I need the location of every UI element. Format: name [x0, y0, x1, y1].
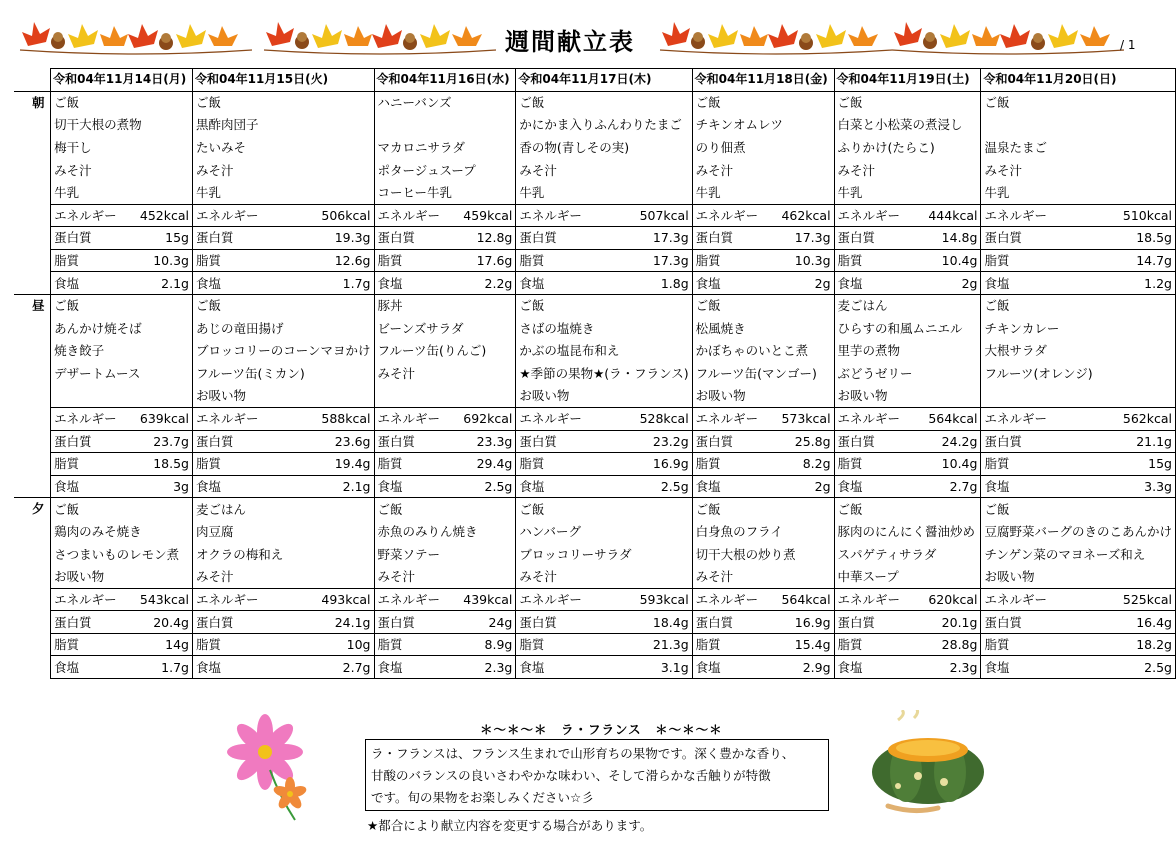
nutrient-label: 食塩 [516, 272, 629, 295]
dish-cell [981, 114, 1176, 137]
dish-cell: ご飯 [192, 91, 374, 114]
nutrient-label: 脂質 [981, 633, 1106, 656]
nutrient-label: エネルギー [192, 588, 309, 611]
nutrient-value: 543kcal [137, 588, 193, 611]
nutrient-label: 脂質 [192, 633, 309, 656]
dish-cell: 牛乳 [692, 181, 834, 204]
dish-cell: 梅干し [51, 136, 193, 159]
dish-cell: ご飯 [692, 294, 834, 317]
nutrient-value: 593kcal [629, 588, 692, 611]
nutrient-label: 脂質 [374, 633, 460, 656]
nutrient-label: エネルギー [834, 588, 925, 611]
dish-cell: ご飯 [192, 294, 374, 317]
nutrient-value: 8.9g [460, 633, 516, 656]
info-line: です。旬の果物をお楽しみください☆彡 [371, 790, 594, 805]
nutrient-value: 3.3g [1106, 475, 1176, 498]
nutrient-label: 蛋白質 [374, 430, 460, 453]
dish-cell: 肉豆腐 [192, 520, 374, 543]
nutrient-value: 17.6g [460, 249, 516, 272]
nutrient-value: 444kcal [925, 204, 981, 227]
nutrient-value: 459kcal [460, 204, 516, 227]
nutrient-label: 蛋白質 [51, 227, 137, 250]
dish-cell [374, 385, 516, 408]
nutrient-label: エネルギー [51, 588, 137, 611]
dish-cell: フルーツ缶(マンゴー) [692, 362, 834, 385]
nutrient-label: 脂質 [51, 453, 137, 476]
dish-cell: ふりかけ(たらこ) [834, 136, 981, 159]
nutrient-label: 脂質 [834, 633, 925, 656]
dish-cell: お吸い物 [981, 566, 1176, 589]
header [0, 8, 1176, 64]
nutrient-value: 1.7g [309, 272, 374, 295]
nutrient-value: 16.4g [1106, 611, 1176, 634]
dish-cell: ご飯 [692, 498, 834, 521]
dish-cell: みそ汁 [516, 159, 692, 182]
dish-cell: ブロッコリーサラダ [516, 543, 692, 566]
dish-cell: 牛乳 [981, 181, 1176, 204]
dish-cell [981, 385, 1176, 408]
dish-cell: ぶどうゼリー [834, 362, 981, 385]
nutrient-label: 食塩 [51, 656, 137, 679]
nutrient-value: 23.6g [309, 430, 374, 453]
day-header: 令和04年11月16日(水) [374, 69, 516, 92]
nutrient-label: 食塩 [834, 656, 925, 679]
dish-cell: ポタージュスープ [374, 159, 516, 182]
dish-cell: お吸い物 [692, 385, 834, 408]
nutrient-label: 脂質 [981, 249, 1106, 272]
dish-cell: 切干大根の炒り煮 [692, 543, 834, 566]
day-header: 令和04年11月15日(火) [192, 69, 374, 92]
nutrient-label: 蛋白質 [516, 430, 629, 453]
dish-cell: ご飯 [51, 294, 193, 317]
nutrient-value: 23.3g [460, 430, 516, 453]
nutrient-value: 2g [778, 475, 834, 498]
dish-cell: 香の物(青しその実) [516, 136, 692, 159]
nutrient-value: 19.3g [309, 227, 374, 250]
meal-label: 朝 [14, 91, 51, 294]
dish-cell: 大根サラダ [981, 340, 1176, 363]
page-number: / 1 [1120, 38, 1136, 52]
dish-cell: さつまいものレモン煮 [51, 543, 193, 566]
nutrient-value: 15g [1106, 453, 1176, 476]
nutrient-label: 蛋白質 [981, 227, 1106, 250]
dish-cell: ビーンズサラダ [374, 317, 516, 340]
nutrient-label: 脂質 [516, 249, 629, 272]
dish-cell: チキンオムレツ [692, 114, 834, 137]
nutrient-label: 蛋白質 [51, 611, 137, 634]
dish-cell: ご飯 [374, 498, 516, 521]
nutrient-value: 1.2g [1106, 272, 1176, 295]
nutrient-value: 23.7g [137, 430, 193, 453]
nutrient-value: 8.2g [778, 453, 834, 476]
dish-cell: マカロニサラダ [374, 136, 516, 159]
dish-cell: 切干大根の煮物 [51, 114, 193, 137]
nutrient-value: 528kcal [629, 407, 692, 430]
nutrient-value: 10g [309, 633, 374, 656]
dish-cell: 黒酢肉団子 [192, 114, 374, 137]
nutrient-label: 脂質 [374, 249, 460, 272]
nutrient-value: 10.3g [137, 249, 193, 272]
nutrient-value: 25.8g [778, 430, 834, 453]
nutrient-label: エネルギー [981, 588, 1106, 611]
dish-cell: 里芋の煮物 [834, 340, 981, 363]
dish-cell: ハニーバンズ [374, 91, 516, 114]
dish-cell: チキンカレー [981, 317, 1176, 340]
nutrient-value: 14.8g [925, 227, 981, 250]
nutrient-label: エネルギー [516, 588, 629, 611]
nutrient-value: 1.8g [629, 272, 692, 295]
dish-cell: お吸い物 [51, 566, 193, 589]
nutrient-value: 2.1g [309, 475, 374, 498]
nutrient-value: 2.3g [925, 656, 981, 679]
nutrient-value: 2.7g [925, 475, 981, 498]
dish-cell: お吸い物 [192, 385, 374, 408]
nutrient-value: 2.2g [460, 272, 516, 295]
info-line: 甘酸のバランスの良いさわやかな味わい、そして滑らかな舌触りが特徴 [371, 768, 771, 783]
dish-cell: 牛乳 [51, 181, 193, 204]
nutrient-label: 蛋白質 [192, 430, 309, 453]
nutrient-value: 620kcal [925, 588, 981, 611]
nutrient-value: 2g [925, 272, 981, 295]
nutrient-label: エネルギー [516, 204, 629, 227]
nutrient-value: 21.1g [1106, 430, 1176, 453]
nutrient-label: エネルギー [516, 407, 629, 430]
nutrient-value: 15.4g [778, 633, 834, 656]
nutrient-label: エネルギー [692, 204, 778, 227]
nutrient-value: 24.2g [925, 430, 981, 453]
nutrient-value: 23.2g [629, 430, 692, 453]
dish-cell [51, 385, 193, 408]
nutrient-label: 食塩 [834, 475, 925, 498]
nutrient-value: 29.4g [460, 453, 516, 476]
dish-cell: 麦ごはん [834, 294, 981, 317]
dish-cell: みそ汁 [692, 566, 834, 589]
info-box [365, 739, 829, 811]
dish-cell: ハンバーグ [516, 520, 692, 543]
nutrient-value: 525kcal [1106, 588, 1176, 611]
nutrient-label: 食塩 [834, 272, 925, 295]
nutrient-value: 452kcal [137, 204, 193, 227]
dish-cell: ひらすの和風ムニエル [834, 317, 981, 340]
nutrient-value: 14g [137, 633, 193, 656]
nutrient-label: 蛋白質 [516, 227, 629, 250]
dish-cell: 豚丼 [374, 294, 516, 317]
dish-cell: さばの塩焼き [516, 317, 692, 340]
dish-cell: ご飯 [834, 498, 981, 521]
nutrient-label: 食塩 [981, 272, 1106, 295]
nutrient-value: 3.1g [629, 656, 692, 679]
nutrient-label: 食塩 [516, 475, 629, 498]
nutrient-value: 24.1g [309, 611, 374, 634]
nutrient-value: 28.8g [925, 633, 981, 656]
nutrient-value: 564kcal [778, 588, 834, 611]
dish-cell: みそ汁 [51, 159, 193, 182]
nutrient-label: 食塩 [374, 656, 460, 679]
dish-cell: スパゲティサラダ [834, 543, 981, 566]
nutrient-label: 脂質 [692, 453, 778, 476]
nutrient-value: 2.3g [460, 656, 516, 679]
nutrient-label: 食塩 [981, 475, 1106, 498]
nutrient-label: エネルギー [374, 407, 460, 430]
nutrient-label: 食塩 [192, 475, 309, 498]
nutrient-label: エネルギー [374, 588, 460, 611]
nutrient-value: 2.1g [137, 272, 193, 295]
dish-cell: ご飯 [834, 91, 981, 114]
info-heading: ＊～＊～＊ ラ・フランス ＊～＊～＊ [480, 722, 723, 737]
nutrient-label: 食塩 [192, 656, 309, 679]
nutrient-label: エネルギー [692, 407, 778, 430]
dish-cell: かぼちゃのいとこ煮 [692, 340, 834, 363]
dish-cell: ご飯 [516, 498, 692, 521]
page-title: 週間献立表 [505, 28, 635, 56]
nutrient-value: 10.3g [778, 249, 834, 272]
nutrient-value: 2.9g [778, 656, 834, 679]
dish-cell: 野菜ソテー [374, 543, 516, 566]
nutrient-label: エネルギー [692, 588, 778, 611]
nutrient-label: エネルギー [51, 204, 137, 227]
dish-cell: ご飯 [51, 498, 193, 521]
meal-label-corner [14, 69, 51, 92]
dish-cell: デザートムース [51, 362, 193, 385]
nutrient-value: 10.4g [925, 453, 981, 476]
nutrient-value: 692kcal [460, 407, 516, 430]
dish-cell: ご飯 [516, 294, 692, 317]
nutrient-label: 食塩 [692, 272, 778, 295]
dish-cell: フルーツ缶(りんご) [374, 340, 516, 363]
nutrient-label: 蛋白質 [374, 611, 460, 634]
dish-cell: 豚肉のにんにく醤油炒め [834, 520, 981, 543]
nutrient-label: 食塩 [692, 656, 778, 679]
nutrient-label: 脂質 [516, 633, 629, 656]
nutrient-value: 2g [778, 272, 834, 295]
nutrient-value: 17.3g [629, 249, 692, 272]
dish-cell: のり佃煮 [692, 136, 834, 159]
nutrient-label: エネルギー [981, 407, 1106, 430]
dish-cell: 焼き餃子 [51, 340, 193, 363]
dish-cell: みそ汁 [981, 159, 1176, 182]
nutrient-label: 食塩 [51, 272, 137, 295]
day-header: 令和04年11月17日(木) [516, 69, 692, 92]
weekly-menu-table [14, 68, 1176, 679]
nutrient-label: 脂質 [516, 453, 629, 476]
nutrient-label: エネルギー [374, 204, 460, 227]
nutrient-label: 脂質 [374, 453, 460, 476]
nutrient-value: 507kcal [629, 204, 692, 227]
nutrient-label: 蛋白質 [834, 227, 925, 250]
autumn-leaves-garland-left-2 [262, 16, 498, 60]
nutrient-value: 3g [137, 475, 193, 498]
nutrient-value: 639kcal [137, 407, 193, 430]
dish-cell: 牛乳 [516, 181, 692, 204]
meal-label: 夕 [14, 498, 51, 679]
nutrient-label: エネルギー [192, 407, 309, 430]
dish-cell: オクラの梅和え [192, 543, 374, 566]
nutrient-label: エネルギー [834, 204, 925, 227]
autumn-leaves-garland-left [18, 16, 254, 60]
dish-cell: みそ汁 [516, 566, 692, 589]
nutrient-label: 蛋白質 [981, 430, 1106, 453]
dish-cell: ご飯 [51, 91, 193, 114]
autumn-leaves-garland-right-2 [890, 16, 1126, 60]
nutrient-value: 2.5g [1106, 656, 1176, 679]
nutrient-value: 18.5g [1106, 227, 1176, 250]
day-header: 令和04年11月18日(金) [692, 69, 834, 92]
dish-cell: かぶの塩昆布和え [516, 340, 692, 363]
nutrient-label: 蛋白質 [834, 430, 925, 453]
nutrient-label: エネルギー [192, 204, 309, 227]
nutrient-label: 食塩 [374, 272, 460, 295]
dish-cell: ご飯 [692, 91, 834, 114]
nutrient-label: エネルギー [981, 204, 1106, 227]
dish-cell: ご飯 [981, 294, 1176, 317]
day-header: 令和04年11月14日(月) [51, 69, 193, 92]
dish-cell: ブロッコリーのコーンマヨかけ [192, 340, 374, 363]
nutrient-label: 蛋白質 [981, 611, 1106, 634]
dish-cell: ご飯 [981, 91, 1176, 114]
nutrient-value: 21.3g [629, 633, 692, 656]
nutrient-label: 脂質 [51, 633, 137, 656]
dish-cell: お吸い物 [834, 385, 981, 408]
nutrient-label: 蛋白質 [692, 611, 778, 634]
dish-cell: チンゲン菜のマヨネーズ和え [981, 543, 1176, 566]
nutrient-label: 蛋白質 [374, 227, 460, 250]
dish-cell: 白身魚のフライ [692, 520, 834, 543]
dish-cell: 白菜と小松菜の煮浸し [834, 114, 981, 137]
nutrient-value: 16.9g [778, 611, 834, 634]
nutrient-value: 18.2g [1106, 633, 1176, 656]
nutrient-value: 20.4g [137, 611, 193, 634]
nutrient-label: エネルギー [834, 407, 925, 430]
nutrient-label: 脂質 [981, 453, 1106, 476]
dish-cell: コーヒー牛乳 [374, 181, 516, 204]
dish-cell: お吸い物 [516, 385, 692, 408]
info-line: ラ・フランスは、フランス生まれで山形育ちの果物です。深く豊かな香り、 [371, 746, 795, 761]
nutrient-value: 20.1g [925, 611, 981, 634]
nutrient-label: 脂質 [192, 249, 309, 272]
dish-cell: みそ汁 [192, 566, 374, 589]
nutrient-label: 蛋白質 [516, 611, 629, 634]
nutrient-value: 506kcal [309, 204, 374, 227]
dish-cell: みそ汁 [834, 159, 981, 182]
dish-cell: みそ汁 [374, 566, 516, 589]
dish-cell: ご飯 [981, 498, 1176, 521]
nutrient-label: 脂質 [192, 453, 309, 476]
dish-cell: 鶏肉のみそ焼き [51, 520, 193, 543]
nutrient-label: 食塩 [374, 475, 460, 498]
nutrient-value: 18.4g [629, 611, 692, 634]
nutrient-value: 1.7g [137, 656, 193, 679]
nutrient-value: 564kcal [925, 407, 981, 430]
dish-cell: あんかけ焼そば [51, 317, 193, 340]
nutrient-value: 18.5g [137, 453, 193, 476]
nutrient-label: 蛋白質 [192, 227, 309, 250]
dish-cell: 松風焼き [692, 317, 834, 340]
nutrient-value: 10.4g [925, 249, 981, 272]
nutrient-label: 脂質 [834, 453, 925, 476]
dish-cell: 温泉たまご [981, 136, 1176, 159]
dish-cell: フルーツ缶(ミカン) [192, 362, 374, 385]
dish-cell [374, 114, 516, 137]
nutrient-label: 食塩 [692, 475, 778, 498]
nutrient-value: 573kcal [778, 407, 834, 430]
nutrient-label: 脂質 [692, 633, 778, 656]
dish-cell: 牛乳 [192, 181, 374, 204]
nutrient-value: 19.4g [309, 453, 374, 476]
nutrient-label: 食塩 [51, 475, 137, 498]
nutrient-label: 脂質 [834, 249, 925, 272]
dish-cell: みそ汁 [374, 362, 516, 385]
dish-cell: ご飯 [516, 91, 692, 114]
day-header: 令和04年11月19日(土) [834, 69, 981, 92]
autumn-leaves-garland-right [658, 16, 894, 60]
dish-cell: 麦ごはん [192, 498, 374, 521]
nutrient-value: 14.7g [1106, 249, 1176, 272]
dish-cell: フルーツ(オレンジ) [981, 362, 1176, 385]
nutrient-value: 16.9g [629, 453, 692, 476]
nutrient-value: 2.5g [629, 475, 692, 498]
nutrient-label: 食塩 [981, 656, 1106, 679]
notice-text: ★都合により献立内容を変更する場合があります。 [367, 818, 653, 833]
nutrient-value: 562kcal [1106, 407, 1176, 430]
meal-label: 昼 [14, 294, 51, 497]
dish-cell: ★季節の果物★(ラ・フランス) [516, 362, 692, 385]
dish-cell: 赤魚のみりん焼き [374, 520, 516, 543]
nutrient-value: 17.3g [778, 227, 834, 250]
nutrient-label: 脂質 [51, 249, 137, 272]
dish-cell: みそ汁 [692, 159, 834, 182]
dish-cell: みそ汁 [192, 159, 374, 182]
nutrient-label: 蛋白質 [692, 227, 778, 250]
dish-cell: 中華スープ [834, 566, 981, 589]
nutrient-label: 蛋白質 [192, 611, 309, 634]
nutrient-value: 439kcal [460, 588, 516, 611]
dish-cell: あじの竜田揚げ [192, 317, 374, 340]
cosmos-flower-illustration [210, 712, 330, 824]
nutrient-label: エネルギー [51, 407, 137, 430]
nutrient-value: 12.8g [460, 227, 516, 250]
nutrient-value: 493kcal [309, 588, 374, 611]
nutrient-value: 15g [137, 227, 193, 250]
nutrient-value: 17.3g [629, 227, 692, 250]
nutrient-value: 12.6g [309, 249, 374, 272]
nutrient-label: 蛋白質 [51, 430, 137, 453]
nutrient-value: 2.7g [309, 656, 374, 679]
nutrient-label: 食塩 [516, 656, 629, 679]
nutrient-label: 蛋白質 [834, 611, 925, 634]
nutrient-value: 462kcal [778, 204, 834, 227]
day-header: 令和04年11月20日(日) [981, 69, 1176, 92]
nutrient-value: 2.5g [460, 475, 516, 498]
nutrient-label: 食塩 [192, 272, 309, 295]
nutrient-label: 蛋白質 [692, 430, 778, 453]
nutrient-value: 510kcal [1106, 204, 1176, 227]
dish-cell: 豆腐野菜バーグのきのこあんかけ [981, 520, 1176, 543]
nutrient-value: 588kcal [309, 407, 374, 430]
dish-cell: 牛乳 [834, 181, 981, 204]
pumpkin-illustration [858, 710, 998, 820]
dish-cell: かにかま入りふんわりたまご [516, 114, 692, 137]
nutrient-label: 脂質 [692, 249, 778, 272]
nutrient-value: 24g [460, 611, 516, 634]
dish-cell: たいみそ [192, 136, 374, 159]
